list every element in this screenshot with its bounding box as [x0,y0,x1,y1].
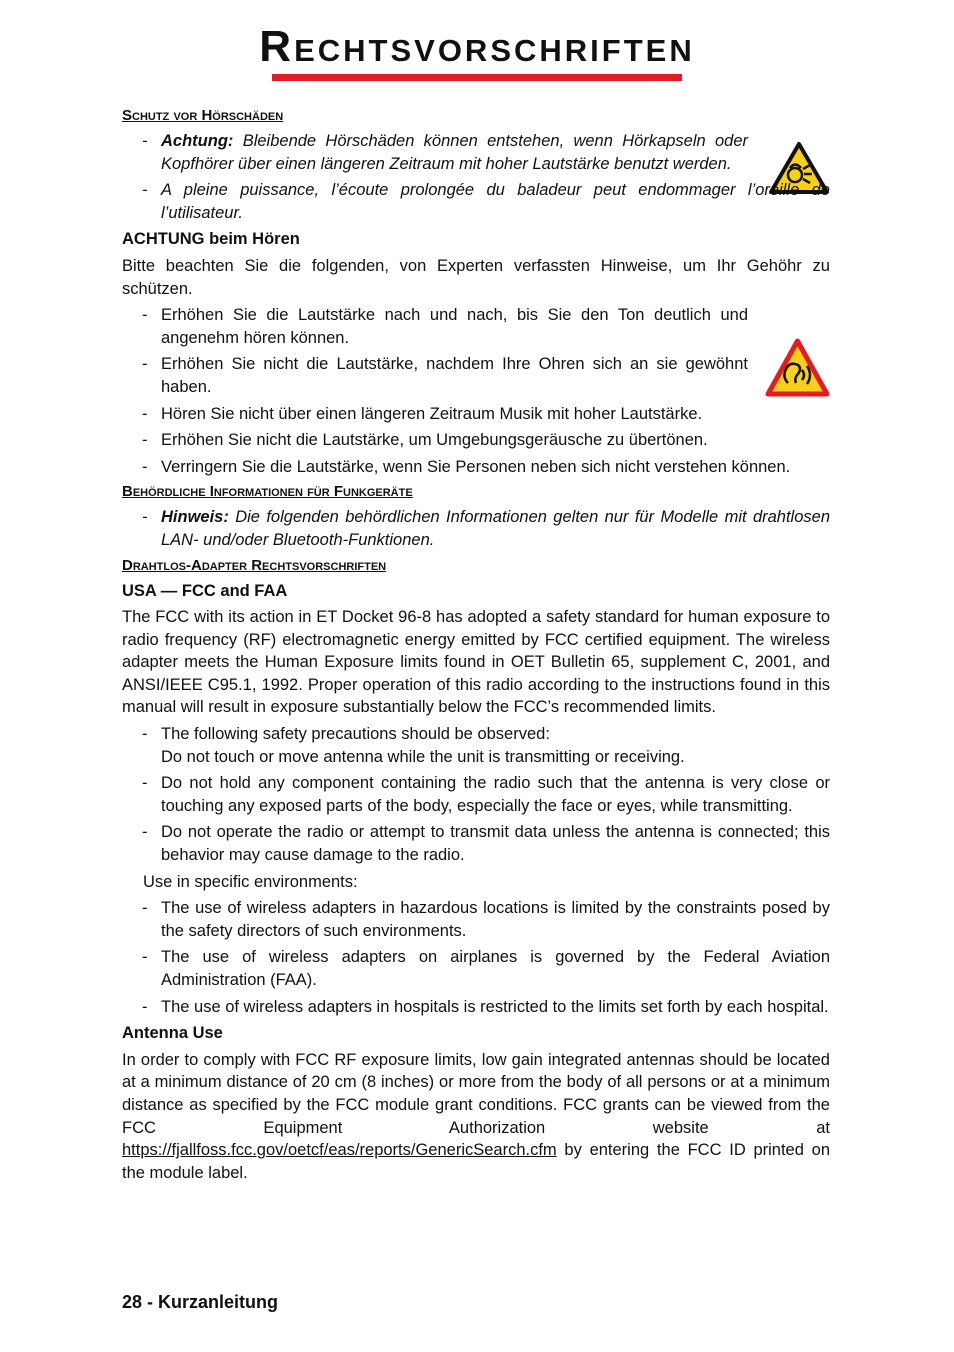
hearing-warning-list [122,130,830,224]
list-item [122,506,830,551]
list-item: - Verringern Sie die Lautstärke, wenn Sie Personen neben sich nicht verstehen können. [122,456,830,479]
antenna-text: In order to comply with FCC RF exposure limits, low gain integrated antennas should be located at a minimum distance of 20 cm (8 inches) or more from the body of all persons or at a minimum distance as specified by the FCC module grant conditions. FCC grants can be viewed from the FCC Equipment Authorization website at [122,1050,830,1137]
precautions-list [122,723,830,867]
list-item: - Do not hold any component containing the radio such that the antenna is very close or touching any exposed parts of the body, especially the face or eyes, while transmitting. [122,772,830,817]
note-label: Hinweis: [161,508,229,527]
listening-tips-list [122,304,830,478]
antenna-text-end: by entering the FCC ID printed on the module label. [122,1141,830,1182]
list-item: - Hören Sie nicht über einen längeren Zeitraum Musik mit hoher Lautstärke. [122,403,830,426]
subheading-fcc: USA — FCC and FAA [122,581,288,600]
list-item: - Erhöhen Sie die Lautstärke nach und nach, bis Sie den Ton deutlich und angenehm hören können. [122,304,748,349]
paragraph [122,1049,830,1185]
environments-list [122,897,830,1018]
environments-intro: Use in specific environments: [143,872,358,891]
list-item: - Erhöhen Sie nicht die Lautstärke, um Umgebungsgeräusche zu übertönen. [122,429,830,452]
list-text: Do not touch or move antenna while the unit is transmitting or receiving. [161,747,685,766]
list-item: - A pleine puissance, l’écoute prolongée du baladeur peut endommager l’oreille de l’utilisateur. [122,179,830,224]
subheading-antenna: Antenna Use [122,1024,223,1043]
list-text: The following safety precautions should be observed: [161,725,550,744]
list-item [122,723,830,768]
radio-note-list [122,506,830,551]
warning-label: Achtung: [161,132,234,150]
paragraph: The FCC with its action in ET Docket 96-8 has adopted a safety standard for human exposure to radio frequency (RF) electromagnetic energy emitted by FCC certified equipment. The wireless adapter meets the Human Exposure limits found in OET Bulletin 65, supplement C, 2001, and ANSI/IEEE C95.1, 1992. Proper operation of this radio according to the instructions found in this manual will result in exposure substantially below the FCC’s recommended limits. [122,608,830,717]
fcc-search-link[interactable]: https://fjallfoss.fcc.gov/oetcf/eas/reports/GenericSearch.cfm [122,1141,557,1160]
page-content [122,106,830,1188]
section-heading-adapter: Drahtlos-Adapter Rechtsvorschriften [122,556,387,574]
list-item [122,130,748,175]
warning-text: Bleibende Hörschäden können entstehen, wenn Hörkapseln oder Kopfhörer über einen längeren Zeitraum mit hoher Lautstärke benutzt werden. [161,132,748,173]
list-item: - Do not operate the radio or attempt to transmit data unless the antenna is connected; this behavior may cause damage to the radio. [122,821,830,866]
page-title: Rechtsvorschriften [259,22,695,71]
list-item: - The use of wireless adapters in hazardous locations is limited by the constraints posed by the safety directors of such environments. [122,897,830,942]
list-item: - Erhöhen Sie nicht die Lautstärke, nachdem Ihre Ohren sich an sie gewöhnt haben. [122,353,748,398]
section-heading-hearing: Schutz vor Hörschäden [122,107,284,124]
note-text: Die folgenden behördlichen Informationen gelten nur für Modelle mit drahtlosen LAN- und/oder Bluetooth-Funktionen. [161,508,830,549]
list-item: - The use of wireless adapters on airplanes is governed by the Federal Aviation Administration (FAA). [122,946,830,991]
section-heading-radio: Behördliche Informationen für Funkgeräte [122,483,413,501]
list-item: - The use of wireless adapters in hospitals is restricted to the limits set forth by each hospital. [122,996,830,1019]
page-footer: 28 - Kurzanleitung [122,1292,279,1312]
title-underline [272,74,682,81]
subheading-listening: ACHTUNG beim Hören [122,230,300,249]
paragraph: Bitte beachten Sie die folgenden, von Experten verfassten Hinweise, um Ihr Gehöhr zu schützen. [122,256,830,298]
